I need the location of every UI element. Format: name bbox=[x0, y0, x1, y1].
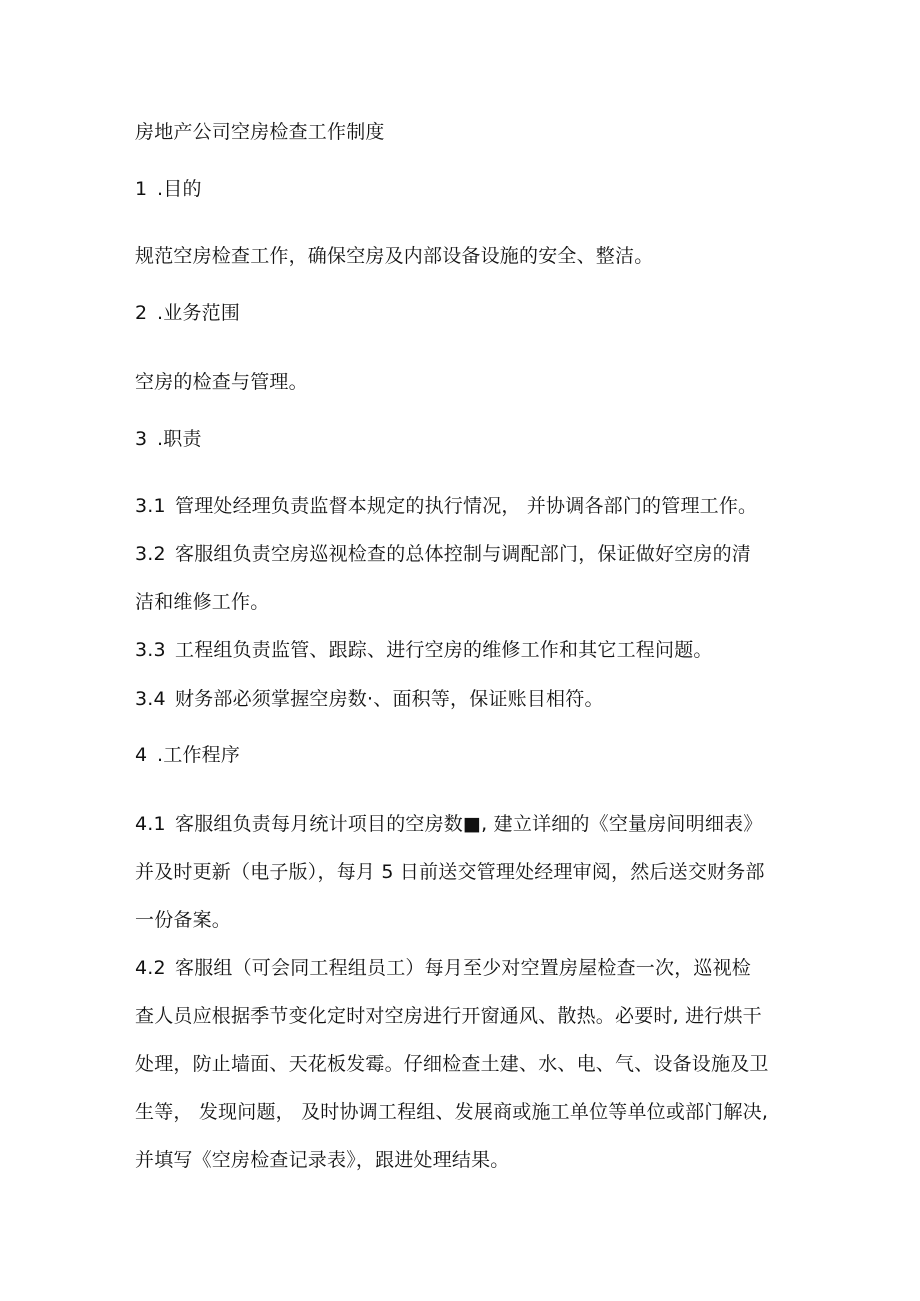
section-heading-2 bbox=[135, 301, 240, 325]
section-heading-text: .工作程序 bbox=[157, 744, 241, 766]
clause-text: 管理处经理负责监督本规定的执行情况， 并协调各部门的管理工作。 bbox=[175, 495, 758, 517]
clause-3-4 bbox=[135, 687, 604, 711]
clause-4-1 bbox=[135, 812, 762, 836]
clause-text: 财务部必须掌握空房数·、面积等，保证账目相符。 bbox=[175, 688, 604, 710]
clause-number: 3.2 bbox=[135, 543, 166, 565]
clause-text: 客服组负责空房巡视检查的总体控制与调配部门，保证做好空房的清 bbox=[175, 543, 752, 565]
clause-4-2 bbox=[135, 956, 751, 980]
section-heading-4 bbox=[135, 743, 240, 767]
clause-number: 4.2 bbox=[135, 957, 166, 979]
clause-4-2-continuation: 并填写《空房检查记录表》，跟进处理结果。 bbox=[135, 1149, 510, 1171]
clause-number: 4.1 bbox=[135, 813, 166, 835]
clause-number: 3.3 bbox=[135, 639, 166, 661]
section-heading-text: .职责 bbox=[157, 428, 202, 450]
section-heading-3 bbox=[135, 427, 202, 451]
clause-4-2-continuation: 生等， 发现问题， 及时协调工程组、发展商或施工单位等单位或部门解决, bbox=[135, 1101, 769, 1123]
section-heading-1 bbox=[135, 177, 202, 201]
clause-number: 3.1 bbox=[135, 495, 166, 517]
section-number: 4 bbox=[135, 744, 148, 766]
section-number: 1 bbox=[135, 178, 148, 200]
document-title: 房地产公司空房检查工作制度 bbox=[135, 121, 385, 143]
section-body-2: 空房的检查与管理。 bbox=[135, 371, 308, 393]
section-heading-text: .目的 bbox=[157, 178, 202, 200]
section-heading-text: .业务范围 bbox=[157, 302, 241, 324]
clause-4-1-continuation: 并及时更新（电子版），每月 5 日前送交管理处经理审阅，然后送交财务部 bbox=[135, 861, 765, 883]
section-number: 3 bbox=[135, 428, 148, 450]
clause-text: 客服组（可会同工程组员工）每月至少对空置房屋检查一次，巡视检 bbox=[175, 957, 752, 979]
clause-4-1-continuation: 一份备案。 bbox=[135, 909, 232, 931]
clause-text: 客服组负责每月统计项目的空房数■, 建立详细的《空量房间明细表》 bbox=[175, 813, 763, 835]
clause-4-2-continuation: 处理，防止墙面、天花板发霉。仔细检查土建、水、电、气、设备设施及卫 bbox=[135, 1053, 769, 1075]
clause-3-2-continuation: 洁和维修工作。 bbox=[135, 591, 270, 613]
section-body-1: 规范空房检查工作，确保空房及内部设备设施的安全、整洁。 bbox=[135, 245, 654, 267]
section-number: 2 bbox=[135, 302, 148, 324]
clause-4-2-continuation: 查人员应根据季节变化定时对空房进行开窗通风、散热。必要时, 进行烘干 bbox=[135, 1005, 762, 1027]
clause-text: 工程组负责监管、跟踪、进行空房的维修工作和其它工程问题。 bbox=[175, 639, 713, 661]
clause-number: 3.4 bbox=[135, 688, 166, 710]
clause-3-2 bbox=[135, 542, 751, 566]
clause-3-1 bbox=[135, 494, 757, 518]
clause-3-3 bbox=[135, 638, 713, 662]
